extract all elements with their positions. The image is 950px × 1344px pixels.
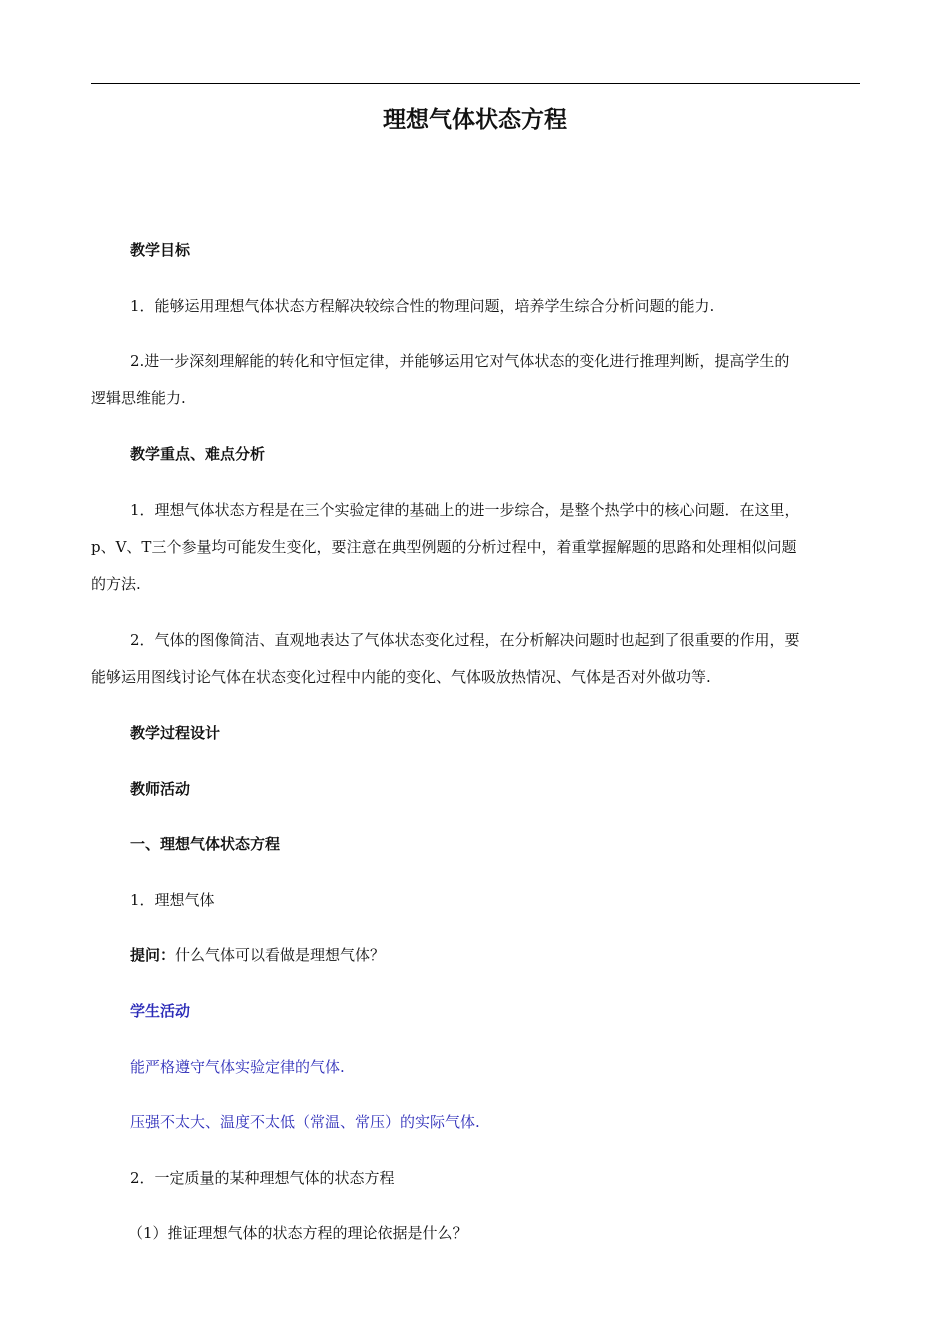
focus-heading: 教学重点、难点分析: [130, 445, 266, 463]
focus-1-line-3: 的方法.: [91, 575, 141, 593]
item-1: 1．理想气体: [130, 891, 215, 909]
goal-2-line-2: 逻辑思维能力.: [91, 389, 186, 407]
question-label: 提问：: [130, 946, 176, 964]
teacher-heading: 教师活动: [130, 780, 191, 798]
goal-2-line-1: 2.进一步深刻理解能的转化和守恒定律，并能够运用它对气体状态的变化进行推理判断，提高学生的: [130, 352, 790, 370]
focus-2-line-2: 能够运用图线讨论气体在状态变化过程中内能的变化、气体吸放热情况、气体是否对外做功等.: [91, 668, 711, 686]
item-2: 2．一定质量的某种理想气体的状态方程: [130, 1169, 395, 1187]
section-1-heading: 一、理想气体状态方程: [130, 835, 281, 853]
header-rule: [91, 83, 860, 84]
student-heading: 学生活动: [130, 1002, 191, 1020]
focus-1-line-1: 1．理想气体状态方程是在三个实验定律的基础上的进一步综合，是整个热学中的核心问题．在这里，: [130, 501, 800, 519]
answer-2: 压强不太大、温度不太低（常温、常压）的实际气体.: [130, 1113, 480, 1131]
focus-2-line-1: 2．气体的图像简洁、直观地表达了气体状态变化过程，在分析解决问题时也起到了很重要的作用，要: [130, 631, 800, 649]
answer-1: 能严格遵守气体实验定律的气体.: [130, 1058, 345, 1076]
page-title: 理想气体状态方程: [383, 107, 567, 133]
focus-1-line-2: p、V、T三个参量均可能发生变化，要注意在典型例题的分析过程中，着重掌握解题的思路和处理相似问题: [91, 538, 797, 556]
sub-question-1: （1）推证理想气体的状态方程的理论依据是什么？: [128, 1224, 468, 1242]
process-heading: 教学过程设计: [130, 724, 221, 742]
goal-1: 1．能够运用理想气体状态方程解决较综合性的物理问题，培养学生综合分析问题的能力.: [130, 297, 715, 315]
question-line: [130, 945, 900, 965]
question-text: 什么气体可以看做是理想气体？: [175, 946, 386, 964]
goals-heading: 教学目标: [130, 241, 191, 259]
